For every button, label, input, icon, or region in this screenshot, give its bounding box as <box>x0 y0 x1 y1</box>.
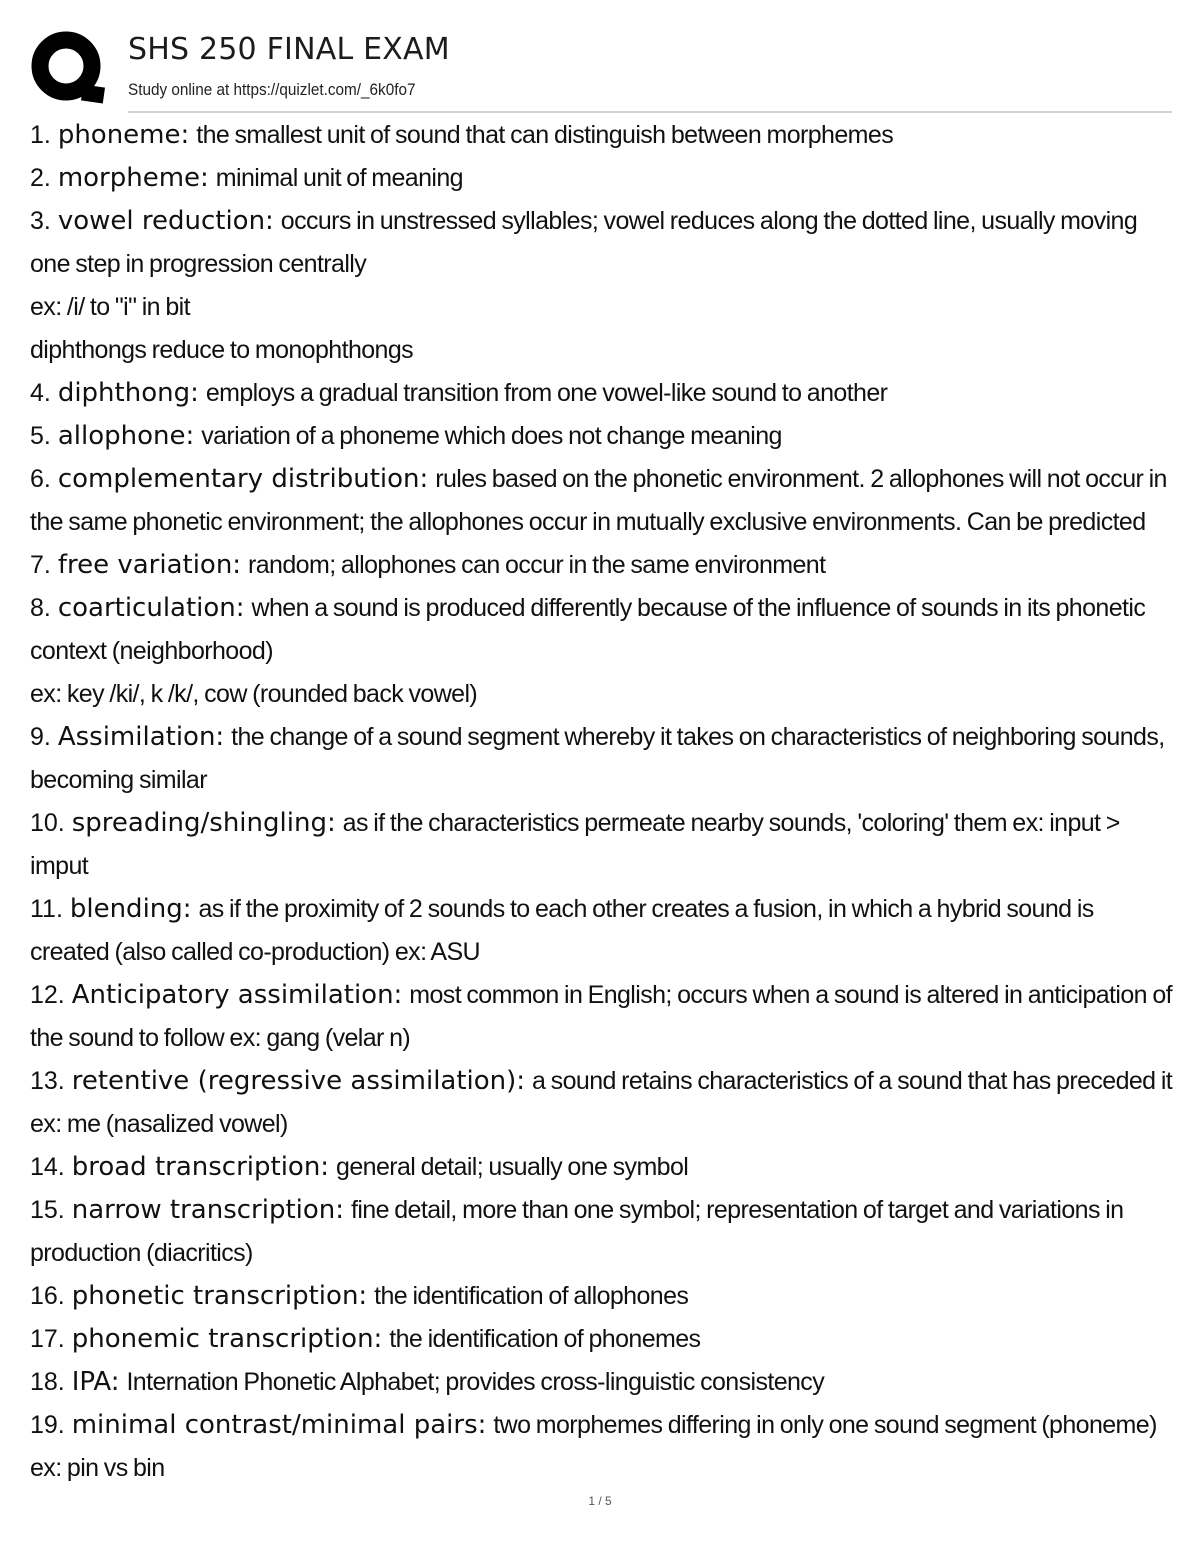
entry-number: 19. <box>30 1411 65 1439</box>
document-header <box>30 30 1172 112</box>
quizlet-logo-icon <box>30 30 106 106</box>
entry-term: diphthong: <box>57 378 199 408</box>
study-online-link[interactable]: Study online at https://quizlet.com/_6k0fo7 <box>128 80 416 99</box>
entry-term: Assimilation: <box>57 722 225 752</box>
entry-note: diphthongs reduce to monophthongs <box>30 336 414 364</box>
glossary-entry <box>30 1318 1175 1361</box>
entry-number: 12. <box>30 981 65 1009</box>
entry-definition: Internation Phonetic Alphabet; provides cross-linguistic consistency <box>126 1368 825 1396</box>
glossary-entry <box>30 114 1175 157</box>
entry-number: 2. <box>30 164 51 192</box>
entry-term: narrow transcription: <box>71 1195 345 1225</box>
entry-note: ex: /i/ to "i" in bit <box>30 293 190 321</box>
entry-term: complementary distribution: <box>57 464 429 494</box>
glossary-entry <box>30 1361 1175 1404</box>
entry-number: 7. <box>30 551 51 579</box>
glossary-entry <box>30 415 1175 458</box>
entry-term: phonetic transcription: <box>71 1281 368 1311</box>
glossary-entry <box>30 1404 1175 1490</box>
entry-note: ex: pin vs bin <box>30 1454 165 1482</box>
page-indicator: 1 / 5 <box>588 1494 612 1508</box>
entry-term: coarticulation: <box>57 593 245 623</box>
entry-definition: the smallest unit of sound that can distinguish between morphemes <box>196 121 894 149</box>
entry-definition: the identification of allophones <box>374 1282 689 1310</box>
document-title: SHS 250 FINAL EXAM <box>128 32 450 67</box>
entry-number: 1. <box>30 121 51 149</box>
entry-number: 17. <box>30 1325 65 1353</box>
entry-term: retentive (regressive assimilation): <box>71 1066 526 1096</box>
entry-number: 9. <box>30 723 51 751</box>
entry-term: broad transcription: <box>71 1152 330 1182</box>
glossary-entry <box>30 888 1175 974</box>
glossary-entry <box>30 802 1175 888</box>
entry-number: 14. <box>30 1153 65 1181</box>
entry-term: blending: <box>69 894 192 924</box>
glossary-entry <box>30 587 1175 716</box>
entry-definition: most common in English; occurs when a sound is altered in anticipation of the sound to follow ex: gang (velar n) <box>30 981 1172 1052</box>
glossary-entry <box>30 458 1175 544</box>
entry-number: 16. <box>30 1282 65 1310</box>
entry-definition: variation of a phoneme which does not change meaning <box>201 422 782 450</box>
entry-number: 3. <box>30 207 51 235</box>
entry-definition: when a sound is produced differently because of the influence of sounds in its phonetic context (neighborhood) <box>30 594 1146 665</box>
entry-term: IPA: <box>71 1367 120 1397</box>
entry-definition: employs a gradual transition from one vowel-like sound to another <box>205 379 888 407</box>
glossary-entry <box>30 544 1175 587</box>
entry-definition: as if the characteristics permeate nearby sounds, 'coloring' them ex: input > imput <box>30 809 1120 880</box>
entry-number: 11. <box>30 895 63 923</box>
entry-number: 4. <box>30 379 51 407</box>
entry-term: Anticipatory assimilation: <box>71 980 403 1010</box>
glossary-entry <box>30 372 1175 415</box>
entry-definition: occurs in unstressed syllables; vowel reduces along the dotted line, usually moving one step in progression centrally <box>30 207 1138 278</box>
entry-number: 6. <box>30 465 51 493</box>
entry-term: allophone: <box>57 421 195 451</box>
entry-term: morpheme: <box>57 163 209 193</box>
entry-term: phoneme: <box>57 120 190 150</box>
glossary-entry <box>30 1060 1175 1146</box>
glossary-entry <box>30 1189 1175 1275</box>
entry-definition: the change of a sound segment whereby it takes on characteristics of neighboring sounds, becoming similar <box>30 723 1165 794</box>
glossary-entry <box>30 157 1175 200</box>
entry-definition: general detail; usually one symbol <box>336 1153 689 1181</box>
entry-definition: minimal unit of meaning <box>215 164 463 192</box>
entry-definition: random; allophones can occur in the same environment <box>248 551 826 579</box>
entry-term: vowel reduction: <box>57 206 274 236</box>
entry-term: minimal contrast/minimal pairs: <box>71 1410 487 1440</box>
entry-note: ex: key /ki/, k /k/, cow (rounded back vowel) <box>30 680 478 708</box>
entry-definition: two morphemes differing in only one sound segment (phoneme) <box>493 1411 1157 1439</box>
entry-definition: fine detail, more than one symbol; representation of target and variations in production (diacritics) <box>30 1196 1124 1267</box>
entry-definition: as if the proximity of 2 sounds to each other creates a fusion, in which a hybrid sound is created (also called co-production) ex: ASU <box>30 895 1094 966</box>
entry-definition: the identification of phonemes <box>389 1325 701 1353</box>
header-divider <box>128 111 1172 113</box>
glossary-entry <box>30 716 1175 802</box>
entry-definition: a sound retains characteristics of a sound that has preceded it ex: me (nasalized vowel) <box>30 1067 1173 1138</box>
glossary-entry <box>30 1146 1175 1189</box>
entry-number: 10. <box>30 809 65 837</box>
entry-number: 5. <box>30 422 51 450</box>
entry-term: phonemic transcription: <box>71 1324 383 1354</box>
glossary-list <box>30 114 1175 1490</box>
glossary-entry <box>30 974 1175 1060</box>
entry-definition: rules based on the phonetic environment. 2 allophones will not occur in the same phonetic environment; the allophones occur in mutually exclusive environments. Can be predicted <box>30 465 1167 536</box>
glossary-entry <box>30 1275 1175 1318</box>
entry-number: 15. <box>30 1196 65 1224</box>
entry-number: 13. <box>30 1067 65 1095</box>
entry-term: spreading/shingling: <box>71 808 336 838</box>
glossary-entry <box>30 200 1175 372</box>
entry-term: free variation: <box>57 550 242 580</box>
entry-number: 8. <box>30 594 51 622</box>
entry-number: 18. <box>30 1368 65 1396</box>
